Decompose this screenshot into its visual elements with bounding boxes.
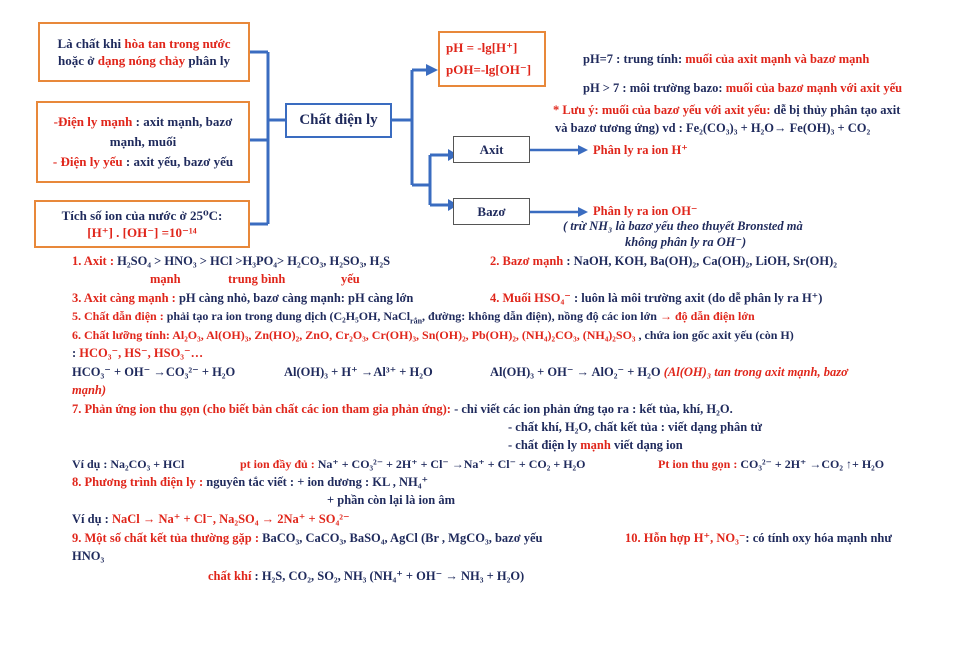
definition-text: Là chất khi bbox=[57, 36, 125, 51]
item-label: 6. Chất lưỡng tính: bbox=[72, 328, 170, 342]
bazo-label: Bazơ bbox=[477, 204, 506, 219]
item-highlight: → độ dẫn điện lớn bbox=[659, 309, 755, 323]
strength-text: mạnh, muối bbox=[109, 134, 177, 149]
note-highlight: Phân ly ra ion H⁺ bbox=[593, 143, 688, 157]
example-2 bbox=[72, 511, 350, 528]
equation-text: HCO₃⁻ + OH⁻ →CO₃²⁻ + H₂O bbox=[72, 365, 236, 379]
item-text: - chất điện ly bbox=[508, 438, 581, 452]
item-text: - chỉ viết các ion phản ứng tạo ra : kết tủa, khí, H₂O. bbox=[450, 402, 733, 416]
item-label: 2. Bazơ mạnh bbox=[490, 254, 564, 268]
example-text: Ví dụ : Na₂CO₃ + HCl bbox=[72, 457, 185, 471]
equation-2 bbox=[284, 364, 433, 381]
item-text: nguyên tắc viết : + ion dương : KL , NH₄⁺ bbox=[203, 475, 429, 489]
weak-electrolyte-label: - Điện ly yếu bbox=[52, 154, 123, 169]
bronsted-note bbox=[625, 234, 746, 251]
note-highlight: Phân ly ra ion OH⁻ bbox=[593, 204, 698, 218]
example-1-full bbox=[240, 456, 585, 473]
item-label: 8. Phương trình điện ly : bbox=[72, 475, 204, 489]
note-text: dễ bị thủy phân tạo axit bbox=[770, 103, 901, 117]
ph-box bbox=[438, 31, 546, 87]
definition-box bbox=[38, 22, 250, 82]
electrolyte-strength-box bbox=[36, 101, 250, 183]
strength-text: : axit yếu, bazơ yếu bbox=[122, 154, 234, 169]
item-1-strength bbox=[150, 271, 181, 288]
ph7-note bbox=[583, 51, 869, 68]
ion-product-title: Tích số ion của nước ở 25⁰C: bbox=[61, 208, 223, 223]
definition-text: phân ly bbox=[185, 53, 230, 68]
item-text: - chất khí, H₂O, chất kết tủa : viết dạng phân tử bbox=[508, 420, 762, 434]
example-text: Na⁺ + CO₃²⁻ + 2H⁺ + Cl⁻ →Na⁺ + Cl⁻ + CO₂ + H₂O bbox=[314, 457, 586, 471]
poh-formula: pOH=-lg[OH⁻] bbox=[446, 62, 532, 77]
item-4 bbox=[490, 290, 822, 307]
item-text: , đường: không dẫn điện), nồng độ các ion lớn bbox=[422, 309, 660, 323]
item-8-rule bbox=[327, 492, 455, 509]
item-text: : bbox=[72, 346, 80, 360]
definition-highlight: hòa tan trong nước bbox=[124, 36, 231, 51]
item-highlight: mạnh bbox=[150, 272, 181, 286]
item-text: : NaOH, KOH, Ba(OH)₂, Ca(OH)₂, LiOH, Sr(OH)₂ bbox=[563, 254, 837, 268]
item-7-rule bbox=[508, 437, 683, 454]
item-7 bbox=[72, 401, 733, 418]
item-2 bbox=[490, 253, 837, 270]
item-1-strength bbox=[228, 271, 285, 288]
item-text: , chứa ion gốc axit yếu (còn H) bbox=[635, 328, 794, 342]
item-text: : H₂S, CO₂, SO₂, NH₃ (NH₄⁺ + OH⁻ → NH₃ + H₂O) bbox=[251, 569, 525, 583]
note-text: pH > 7 : môi trường bazo: bbox=[583, 81, 726, 95]
ph-gt7-note bbox=[583, 80, 902, 97]
item-text: + phần còn lại là ion âm bbox=[327, 493, 455, 507]
note-highlight: * Lưu ý: muối của bazơ yếu với axit yếu: bbox=[553, 103, 771, 117]
axit-label: Axit bbox=[479, 142, 504, 157]
item-highlight: mạnh bbox=[580, 438, 611, 452]
warning-note bbox=[553, 102, 900, 119]
item-text: BaCO₃, CaCO₃, BaSO₄, AgCl (Br , MgCO₃, bazơ yếu bbox=[259, 531, 543, 545]
item-label: 10. Hỗn hợp H⁺, NO₃⁻ bbox=[625, 531, 746, 545]
ion-product-box bbox=[34, 200, 250, 248]
item-highlight: HCO₃⁻, HS⁻, HSO₃⁻… bbox=[79, 346, 204, 360]
item-label: chất khí bbox=[208, 569, 252, 583]
item-text: viết dạng ion bbox=[610, 438, 683, 452]
item-label: 4. Muối HSO₄⁻ bbox=[490, 291, 571, 305]
center-title: Chất điện ly bbox=[299, 112, 378, 128]
item-highlight: trung bình bbox=[228, 272, 286, 286]
item-label: 3. Axit càng mạnh : bbox=[72, 291, 176, 305]
item-9-hno3 bbox=[72, 548, 104, 565]
item-text: pH càng nhỏ, bazơ càng mạnh: pH càng lớn bbox=[175, 291, 414, 305]
item-label: 9. Một số chất kết tủa thường gặp : bbox=[72, 531, 259, 545]
warning-example bbox=[555, 120, 870, 137]
item-3 bbox=[72, 290, 413, 307]
axit-note bbox=[593, 142, 688, 159]
item-text: phải tạo ra ion trong dung dịch (C₂H₅OH, NaCl bbox=[163, 309, 411, 323]
item-7-rule bbox=[508, 419, 762, 436]
item-6 bbox=[72, 327, 794, 344]
item-label: 1. Axit : bbox=[72, 254, 115, 268]
item-9 bbox=[72, 530, 543, 547]
item-1-strength bbox=[341, 271, 360, 288]
example-1 bbox=[72, 456, 184, 473]
gas-line bbox=[208, 568, 524, 585]
example-text: CO₃²⁻ + 2H⁺ →CO₂ ↑+ H₂O bbox=[737, 457, 885, 471]
equation-text: Al(OH)₃ + H⁺ →Al³⁺ + H₂O bbox=[284, 365, 433, 379]
equation-3-note bbox=[72, 382, 106, 399]
example-1-short bbox=[658, 456, 884, 473]
strong-electrolyte-label: -Điện ly mạnh bbox=[53, 114, 133, 129]
item-label: 5. Chất dẫn điện : bbox=[72, 309, 164, 323]
axit-box bbox=[453, 136, 530, 163]
item-6-ions bbox=[72, 345, 203, 362]
strength-text: : axit mạnh, bazơ bbox=[132, 114, 233, 129]
definition-text: hoặc ở bbox=[58, 53, 98, 68]
item-text: rắn bbox=[410, 316, 423, 326]
bronsted-note bbox=[563, 218, 803, 235]
item-10 bbox=[625, 530, 892, 547]
equation-3 bbox=[490, 364, 848, 381]
note-text: và bazơ tương ứng) vd : Fe₂(CO₃)₃ + H₂O→ Fe(OH)₃ + CO₂ bbox=[555, 121, 871, 135]
item-label: 7. Phản ứng ion thu gọn (cho biết bản chất các ion tham gia phản ứng): bbox=[72, 402, 451, 416]
ph-formula: pH = -lg[H⁺] bbox=[446, 40, 518, 55]
item-8 bbox=[72, 474, 428, 491]
equation-note: (Al(OH)₃ tan trong axit mạnh, bazơ bbox=[663, 365, 848, 379]
item-highlight: yếu bbox=[341, 272, 360, 286]
equation-text: Al(OH)₃ + OH⁻ → AlO₂⁻ + H₂O bbox=[490, 365, 664, 379]
note-text: pH=7 : trung tính: bbox=[583, 52, 686, 66]
item-text: : có tính oxy hóa mạnh như bbox=[745, 531, 892, 545]
item-highlight: Al₂O₃, Al(OH)₃, Zn(HO)₂, ZnO, Cr₂O₃, Cr(OH)₃, Sn(OH)₂, Pb(OH)₂, (NH₄)₂CO₃, (NH₄)₂SO₃ bbox=[169, 328, 636, 342]
center-box bbox=[285, 103, 392, 138]
item-text: HNO₃ bbox=[72, 549, 105, 563]
item-text: H₂SO₄ > HNO₃ > HCl >H₃PO₄> H₂CO₃, H₂SO₃, H₂S bbox=[114, 254, 391, 268]
note-text: không phân ly ra OH⁻) bbox=[625, 235, 747, 249]
example-label: pt ion đầy đủ : bbox=[240, 457, 315, 471]
item-1 bbox=[72, 253, 390, 270]
equation-1 bbox=[72, 364, 235, 381]
note-highlight: muối của axit mạnh và bazơ mạnh bbox=[685, 52, 870, 66]
example-text: Ví dụ : bbox=[72, 512, 112, 526]
example-highlight: NaCl → Na⁺ + Cl⁻, Na₂SO₄ → 2Na⁺ + SO₄²⁻ bbox=[111, 512, 350, 526]
note-highlight: muối của bazơ mạnh với axit yếu bbox=[725, 81, 903, 95]
example-label: Pt ion thu gọn : bbox=[658, 457, 738, 471]
ion-product-formula: [H⁺] . [OH⁻] =10⁻¹⁴ bbox=[87, 225, 197, 240]
definition-highlight: dạng nóng chảy bbox=[97, 53, 186, 68]
bazo-box bbox=[453, 198, 530, 225]
equation-note: mạnh) bbox=[72, 383, 107, 397]
item-text: : luôn là môi trường axit (do dễ phân ly ra H⁺) bbox=[570, 291, 823, 305]
note-text: ( trừ NH₃ là bazơ yếu theo thuyết Bronsted mà bbox=[563, 219, 803, 233]
